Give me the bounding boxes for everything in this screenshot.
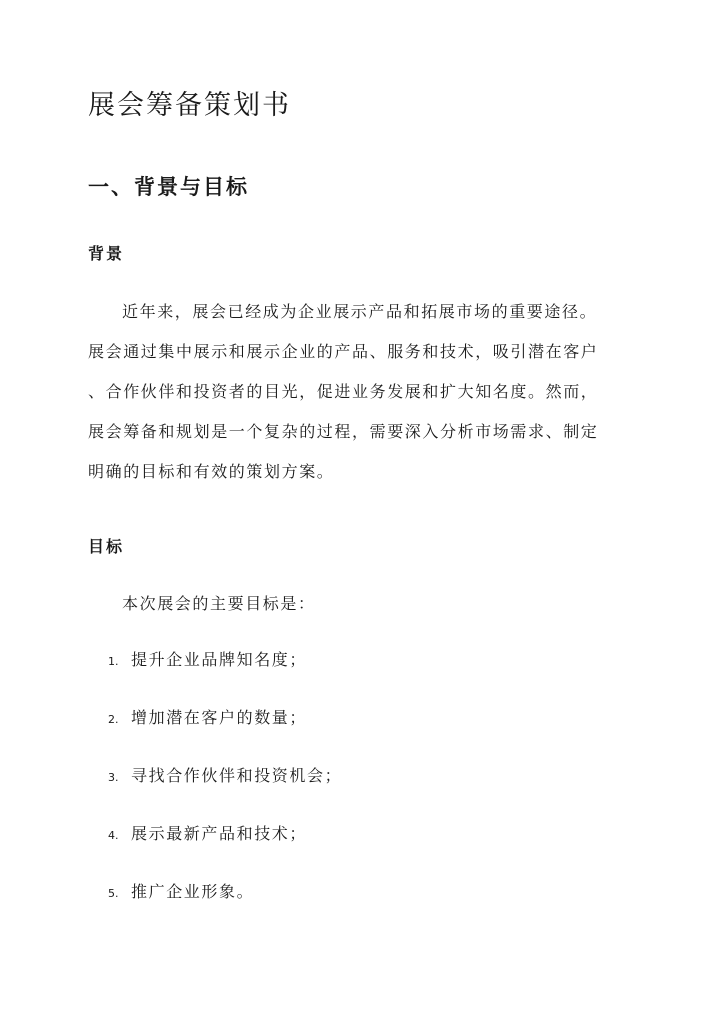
list-item-text: 增加潜在客户的数量； (131, 708, 308, 727)
list-item-text: 展示最新产品和技术； (131, 824, 308, 843)
goals-list (108, 640, 342, 930)
list-item (108, 814, 342, 872)
list-item-number: 1. (108, 655, 119, 668)
paragraph-line: 近年来，展会已经成为企业展示产品和拓展市场的重要途径。 (122, 302, 598, 321)
paragraph-line: 展会通过集中展示和展示企业的产品、服务和技术，吸引潜在客户 (88, 342, 599, 361)
list-item (108, 698, 342, 756)
section-heading-background-and-goals: 一、背景与目标 (88, 175, 249, 199)
list-item-text: 寻找合作伙伴和投资机会； (131, 766, 343, 785)
paragraph-line: 明确的目标和有效的策划方案。 (88, 462, 335, 481)
background-paragraph (88, 292, 638, 492)
subheading-background: 背景 (88, 244, 125, 263)
list-item-text: 推广企业形象。 (131, 882, 255, 901)
goals-intro-text: 本次展会的主要目标是： (122, 594, 316, 613)
list-item (108, 756, 342, 814)
list-item-number: 2. (108, 713, 119, 726)
list-item-number: 5. (108, 887, 119, 900)
goals-intro (122, 584, 642, 624)
list-item (108, 872, 342, 930)
document-title: 展会筹备策划书 (88, 90, 291, 121)
paragraph-line: 展会筹备和规划是一个复杂的过程，需要深入分析市场需求、制定 (88, 422, 599, 441)
list-item-number: 4. (108, 829, 119, 842)
paragraph-line: 、合作伙伴和投资者的目光，促进业务发展和扩大知名度。然而， (88, 382, 599, 401)
subheading-goals: 目标 (88, 537, 125, 556)
list-item-text: 提升企业品牌知名度； (131, 650, 308, 669)
list-item (108, 640, 342, 698)
list-item-number: 3. (108, 771, 119, 784)
